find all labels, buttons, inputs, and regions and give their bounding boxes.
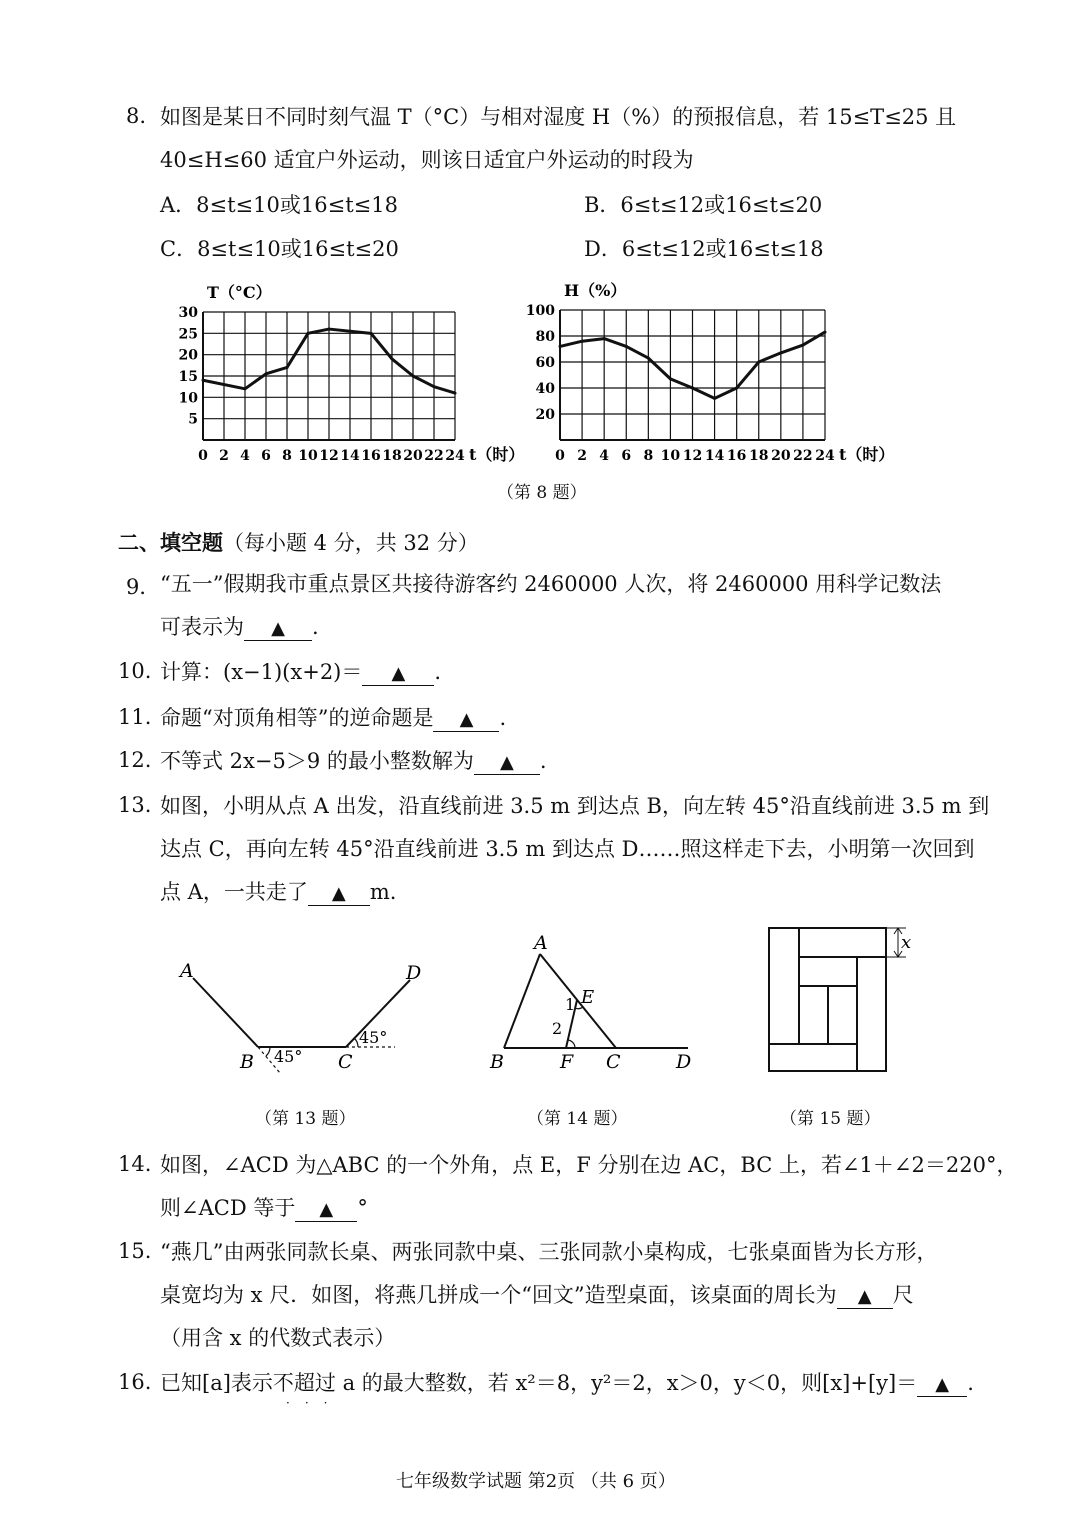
temperature-y-tick-label: 25 <box>178 326 198 343</box>
humidity-data-point <box>713 397 716 400</box>
humidity-data-point <box>559 345 562 348</box>
humidity-x-tick-label: 24 <box>815 448 835 464</box>
q10-line <box>160 659 441 686</box>
figure-15 <box>760 920 920 1080</box>
q8-caption: （第 8 题） <box>497 483 587 503</box>
q11-number: 11. <box>118 705 152 729</box>
label-d: D <box>406 962 422 984</box>
humidity-data-point <box>757 361 760 364</box>
q14-line1: 如图，∠ACD 为△ABC 的一个外角，点 E，F 分别在边 AC，BC 上，若∠1＋∠2＝220°， <box>160 1153 1018 1177</box>
emphasis-dots: ··· <box>286 1396 343 1410</box>
humidity-x-tick-label: 12 <box>682 448 703 464</box>
humidity-data-point <box>801 344 804 347</box>
humidity-y-axis-label: H（%） <box>564 281 627 300</box>
humidity-y-tick-label: 60 <box>535 355 555 371</box>
q10-text: 计算：(x−1)(x+2)＝ <box>160 660 363 684</box>
q15-line2-end: 尺 <box>892 1283 914 1307</box>
temperature-x-tick-label: 12 <box>319 448 339 464</box>
q10-number: 10. <box>118 659 152 683</box>
humidity-x-axis-label: t（时） <box>839 445 895 464</box>
section2-heading <box>118 527 479 557</box>
q11-text: 命题“对顶角相等”的逆命题是 <box>160 706 434 730</box>
q15-line3: （用含 x 的代数式表示） <box>160 1326 396 1350</box>
q13-line3-text: 点 A，一共走了 <box>160 880 308 904</box>
q16-answer-blank[interactable]: ▲ <box>917 1374 967 1397</box>
humidity-x-tick-label: 4 <box>599 448 610 464</box>
angle-label-b: 45° <box>274 1047 303 1066</box>
q15-line2-text: 桌宽均为 x 尺．如图，将燕几拼成一个“回文”造型桌面，该桌面的周长为 <box>160 1283 837 1307</box>
angle-arc-c <box>354 1038 358 1047</box>
q14-line2 <box>160 1195 368 1222</box>
figure-15-caption: （第 15 题） <box>780 1109 881 1129</box>
humidity-x-tick-label: 20 <box>771 448 791 464</box>
q16-number: 16. <box>118 1370 152 1394</box>
humidity-data-point <box>669 377 672 380</box>
humidity-x-tick-label: 0 <box>555 448 565 464</box>
label-f: F <box>560 1051 574 1073</box>
q16-text: 已知[a]表示不超过 a 的最大整数，若 x²＝8，y²＝2，x＞0，y＜0，则[x]+[y]＝ <box>160 1371 918 1395</box>
q8-number: 8. <box>126 104 147 128</box>
temperature-data-point <box>244 387 247 390</box>
humidity-y-tick-label: 80 <box>535 329 555 345</box>
q11-line <box>160 705 506 732</box>
humidity-x-tick-label: 2 <box>577 448 587 464</box>
temperature-x-tick-label: 18 <box>382 448 402 464</box>
humidity-data-point <box>691 387 694 390</box>
q14-number: 14. <box>118 1152 152 1176</box>
temperature-x-tick-label: 4 <box>240 448 250 464</box>
q8-stem-line1: 如图是某日不同时刻气温 T（°C）与相对湿度 H（%）的预报信息，若 15≤T≤25 且 <box>160 105 957 129</box>
humidity-data-point <box>647 357 650 360</box>
humidity-data-point <box>824 331 827 334</box>
humidity-chart <box>525 278 905 468</box>
section2-note: （每小题 4 分，共 32 分） <box>223 531 479 555</box>
q13-line2: 达点 C，再向左转 45°沿直线前进 3.5 m 到达点 D……照这样走下去，小明第一次回到 <box>160 837 975 861</box>
q11-end: . <box>499 706 507 730</box>
temperature-data-point <box>391 357 394 360</box>
q12-line <box>160 748 547 775</box>
temperature-x-tick-label: 0 <box>198 448 208 464</box>
section2-title: 二、填空题 <box>118 530 223 555</box>
q8-option-c: C．8≤t≤10或16≤t≤20 <box>160 237 399 261</box>
q13-line1: 如图，小明从点 A 出发，沿直线前进 3.5 m 到达点 B，向左转 45°沿直线前进 3.5 m 到 <box>160 794 990 818</box>
q14-answer-blank[interactable]: ▲ <box>295 1199 357 1222</box>
humidity-x-tick-label: 8 <box>643 448 654 464</box>
q15-line2 <box>160 1282 914 1309</box>
temperature-data-point <box>202 379 205 382</box>
q8-option-d: D．6≤t≤12或16≤t≤18 <box>584 237 824 261</box>
q12-number: 12. <box>118 748 152 772</box>
temperature-y-axis-label: T（°C） <box>207 283 272 302</box>
humidity-y-tick-label: 100 <box>525 303 555 319</box>
temperature-x-axis-label: t（时） <box>469 445 525 464</box>
q9-answer-blank[interactable]: ▲ <box>244 618 312 641</box>
temperature-data-point <box>370 332 373 335</box>
angle-arc-b <box>266 1047 270 1056</box>
humidity-data-point <box>735 387 738 390</box>
label-d: D <box>676 1051 692 1073</box>
humidity-x-tick-label: 16 <box>726 448 747 464</box>
angle-label-2: 2 <box>552 1019 563 1038</box>
temperature-y-tick-label: 20 <box>178 347 198 364</box>
temperature-y-tick-label: 10 <box>178 390 198 407</box>
q12-answer-blank[interactable]: ▲ <box>474 752 540 775</box>
q9-line2-end: . <box>312 615 319 639</box>
q9-line2 <box>160 614 319 641</box>
label-c: C <box>606 1051 621 1073</box>
q14-line2-end: ° <box>357 1196 368 1220</box>
q12-text: 不等式 2x−5＞9 的最小整数解为 <box>160 749 474 773</box>
humidity-x-tick-label: 14 <box>704 448 725 464</box>
temperature-x-tick-label: 14 <box>340 448 360 464</box>
q14-line2-text: 则∠ACD 等于 <box>160 1196 296 1220</box>
angle-label-1: 1 <box>565 995 576 1014</box>
figure-13 <box>170 955 440 1080</box>
label-a: A <box>534 932 548 954</box>
temperature-x-tick-label: 20 <box>403 448 423 464</box>
q8-option-b: B．6≤t≤12或16≤t≤20 <box>584 193 823 217</box>
q16-end: . <box>967 1371 974 1395</box>
temperature-data-point <box>328 328 331 331</box>
q15-answer-blank[interactable]: ▲ <box>837 1286 893 1309</box>
label-c: C <box>338 1051 353 1073</box>
temperature-x-tick-label: 24 <box>445 448 465 464</box>
temperature-data-point <box>265 372 268 375</box>
temperature-x-tick-label: 8 <box>282 448 292 464</box>
q16-line <box>160 1370 974 1397</box>
q13-line3-end: m. <box>369 880 397 904</box>
humidity-x-tick-label: 18 <box>749 448 769 464</box>
q13-line3 <box>160 879 396 906</box>
q9-line2-text: 可表示为 <box>160 615 244 639</box>
label-x: x <box>901 932 912 953</box>
temperature-chart <box>170 278 525 468</box>
q12-end: . <box>539 749 547 773</box>
q15-number: 15. <box>118 1239 152 1263</box>
temperature-x-tick-label: 10 <box>298 448 318 464</box>
temperature-data-point <box>307 332 310 335</box>
q13-number: 13. <box>118 793 152 817</box>
temperature-data-point <box>286 366 289 369</box>
label-b: B <box>240 1051 254 1073</box>
temperature-data-point <box>433 385 436 388</box>
humidity-x-tick-label: 10 <box>660 448 681 464</box>
humidity-x-tick-label: 6 <box>621 448 632 464</box>
temperature-y-tick-label: 15 <box>178 369 198 385</box>
angle-label-c: 45° <box>359 1028 388 1047</box>
temperature-y-tick-label: 5 <box>188 411 198 428</box>
temperature-x-tick-label: 2 <box>219 448 229 464</box>
segment-ab <box>504 954 540 1048</box>
humidity-data-point <box>625 345 628 348</box>
figure-13-caption: （第 13 题） <box>255 1109 356 1129</box>
temperature-data-point <box>454 392 457 395</box>
q11-answer-blank[interactable]: ▲ <box>433 709 499 732</box>
page-footer: 七年级数学试题 第2页 （共 6 页） <box>396 1471 676 1492</box>
label-a: A <box>180 960 194 982</box>
label-e: E <box>581 987 595 1008</box>
temperature-x-tick-label: 22 <box>424 448 444 464</box>
humidity-data-point <box>581 340 584 343</box>
q8-stem-line2: 40≤H≤60 适宜户外运动，则该日适宜户外运动的时段为 <box>160 148 694 172</box>
humidity-y-tick-label: 40 <box>535 381 555 397</box>
q9-number: 9． <box>126 575 161 599</box>
segment-ab <box>193 978 258 1047</box>
figure-14 <box>480 928 700 1078</box>
temperature-x-tick-label: 6 <box>261 448 271 464</box>
temperature-y-tick-label: 30 <box>178 305 198 321</box>
label-b: B <box>490 1051 504 1073</box>
q8-option-a: A．8≤t≤10或16≤t≤18 <box>160 193 398 217</box>
q9-line1: “五一”假期我市重点景区共接待游客约 2460000 人次，将 2460000 用科学记数法 <box>160 572 942 596</box>
humidity-data-point <box>603 337 606 340</box>
figure-14-caption: （第 14 题） <box>527 1109 628 1129</box>
humidity-data-point <box>779 351 782 354</box>
q10-end: . <box>434 660 442 684</box>
humidity-x-tick-label: 22 <box>793 448 813 464</box>
q10-answer-blank[interactable]: ▲ <box>362 663 434 686</box>
temperature-data-point <box>412 375 415 378</box>
q13-answer-blank[interactable]: ▲ <box>308 883 370 906</box>
humidity-y-tick-label: 20 <box>535 407 555 423</box>
temperature-x-tick-label: 16 <box>361 448 381 464</box>
q15-line1: “燕几”由两张同款长桌、两张同款中桌、三张同款小桌构成，七张桌面皆为长方形， <box>160 1240 938 1264</box>
